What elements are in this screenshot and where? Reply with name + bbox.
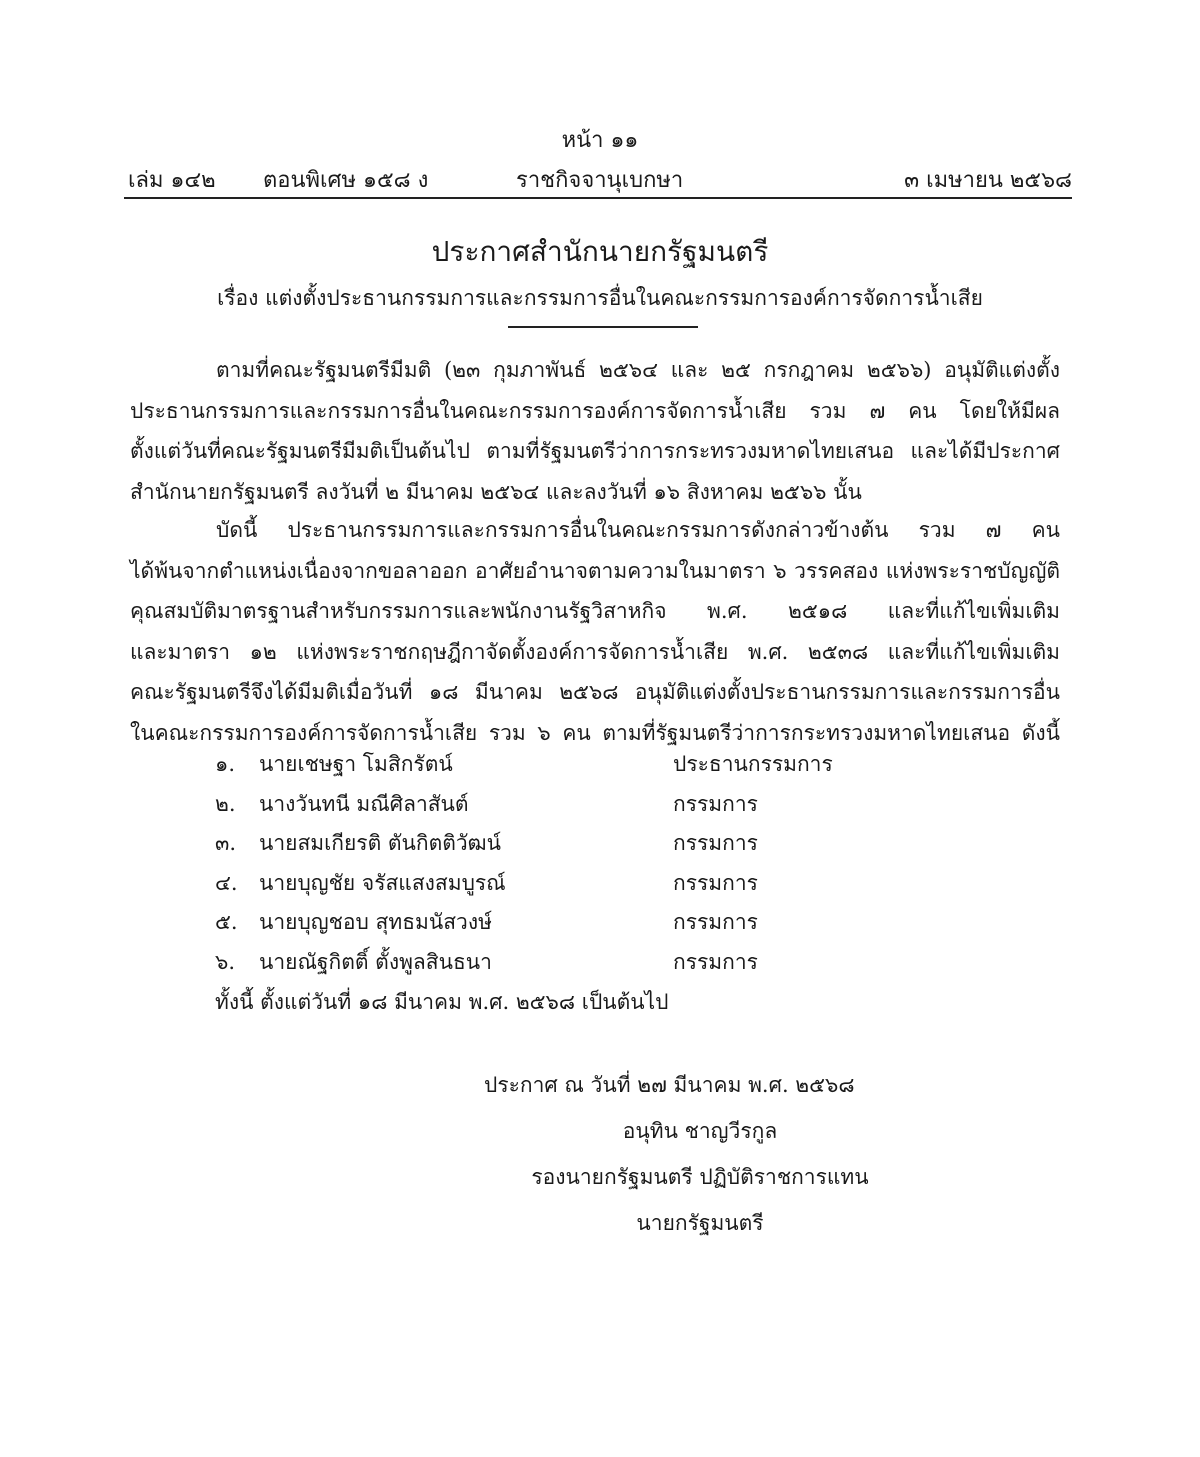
member-number: ๔. (215, 870, 238, 895)
member-role: กรรมการ (673, 791, 758, 816)
member-row (215, 745, 915, 785)
paragraph-background (130, 350, 1060, 512)
member-number: ๕. (215, 910, 238, 934)
volume-number: เล่ม ๑๔๒ (128, 168, 216, 193)
member-name: นายสมเกียรติ ตันกิตติวัฒน์ (259, 831, 502, 855)
member-row (215, 943, 915, 983)
paragraph-line: และมาตรา ๑๒ แห่งพระราชกฤษฎีกาจัดตั้งองค์การจัดการน้ำเสีย พ.ศ. ๒๕๓๘ และที่แก้ไขเพิ่มเติม (130, 639, 1060, 664)
paragraph-line: ประธานกรรมการและกรรมการอื่นในคณะกรรมการองค์การจัดการน้ำเสีย รวม ๗ คน โดยให้มีผล (130, 398, 1060, 423)
issue-number: ตอนพิเศษ ๑๕๘ ง (263, 168, 429, 193)
member-number: ๓. (215, 831, 237, 855)
signatory-position: รองนายกรัฐมนตรี ปฏิบัติราชการแทน (531, 1165, 869, 1189)
member-row (215, 903, 915, 943)
paragraph-resolution (130, 510, 1060, 753)
member-role: กรรมการ (673, 870, 758, 895)
member-name: นายบุญชัย จรัสแสงสมบูรณ์ (259, 870, 506, 895)
paragraph-line: คุณสมบัติมาตรฐานสำหรับกรรมการและพนักงานรัฐวิสาหกิจ พ.ศ. ๒๕๑๘ และที่แก้ไขเพิ่มเติม (130, 599, 1060, 623)
member-name: นายเชษฐา โมสิกรัตน์ (259, 752, 453, 776)
title-divider (508, 326, 698, 328)
member-row (215, 785, 915, 825)
paragraph-line: คณะรัฐมนตรีจึงได้มีมติเมื่อวันที่ ๑๘ มีนาคม ๒๕๖๘ อนุมัติแต่งตั้งประธานกรรมการและกรรมการอื่น (130, 680, 1060, 704)
effective-date-statement: ทั้งนี้ ตั้งแต่วันที่ ๑๘ มีนาคม พ.ศ. ๒๕๖๘ เป็นต้นไป (215, 990, 669, 1014)
gazette-name: ราชกิจจานุเบกษา (516, 168, 684, 193)
member-role: ประธานกรรมการ (673, 752, 833, 776)
paragraph-line: สำนักนายกรัฐมนตรี ลงวันที่ ๒ มีนาคม ๒๕๖๔ และลงวันที่ ๑๖ สิงหาคม ๒๕๖๖ นั้น (130, 479, 862, 504)
paragraph-line: ในคณะกรรมการองค์การจัดการน้ำเสีย รวม ๖ คน ตามที่รัฐมนตรีว่าการกระทรวงมหาดไทยเสนอ ดังนี้ (130, 720, 1060, 745)
member-number: ๒. (215, 791, 236, 816)
publication-date: ๓ เมษายน ๒๕๖๘ (904, 168, 1072, 193)
member-role: กรรมการ (673, 831, 758, 855)
paragraph-line: ตามที่คณะรัฐมนตรีมีมติ (๒๓ กุมภาพันธ์ ๒๕๖๔ และ ๒๕ กรกฎาคม ๒๕๖๖) อนุมัติแต่งตั้ง (216, 358, 1060, 382)
member-name: นายบุญชอบ สุทธมนัสวงษ์ (259, 910, 492, 934)
member-role: กรรมการ (673, 910, 758, 934)
member-number: ๑. (215, 752, 236, 776)
member-name: นางวันทนี มณีศิลาสันต์ (259, 791, 469, 816)
announcement-date: ประกาศ ณ วันที่ ๒๗ มีนาคม พ.ศ. ๒๕๖๘ (484, 1073, 855, 1097)
member-row (215, 824, 915, 864)
header-divider (124, 197, 1072, 199)
gazette-header (128, 162, 1072, 196)
member-row (215, 864, 915, 904)
paragraph-line: บัดนี้ ประธานกรรมการและกรรมการอื่นในคณะกรรมการดังกล่าวข้างต้น รวม ๗ คน (216, 518, 1060, 542)
signatory-name: อนุทิน ชาญวีรกูล (622, 1119, 778, 1143)
page-number: หน้า ๑๑ (561, 128, 639, 153)
member-name: นายณัฐกิตติ์ ตั้งพูลสินธนา (259, 949, 492, 974)
paragraph-line: ตั้งแต่วันที่คณะรัฐมนตรีมีมติเป็นต้นไป ตามที่รัฐมนตรีว่าการกระทรวงมหาดไทยเสนอ และได้มีประกาศ (130, 439, 1060, 463)
signatory-position-2: นายกรัฐมนตรี (636, 1211, 764, 1235)
signature-block (470, 1062, 930, 1246)
document-subject: เรื่อง แต่งตั้งประธานกรรมการและกรรมการอื่นในคณะกรรมการองค์การจัดการน้ำเสีย (217, 286, 983, 310)
member-number: ๖. (215, 949, 236, 974)
member-list (215, 745, 915, 982)
paragraph-line: ได้พ้นจากตำแหน่งเนื่องจากขอลาออก อาศัยอำนาจตามความในมาตรา ๖ วรรคสอง แห่งพระราชบัญญัติ (130, 558, 1060, 583)
document-title: ประกาศสำนักนายกรัฐมนตรี (431, 235, 769, 268)
member-role: กรรมการ (673, 949, 758, 974)
